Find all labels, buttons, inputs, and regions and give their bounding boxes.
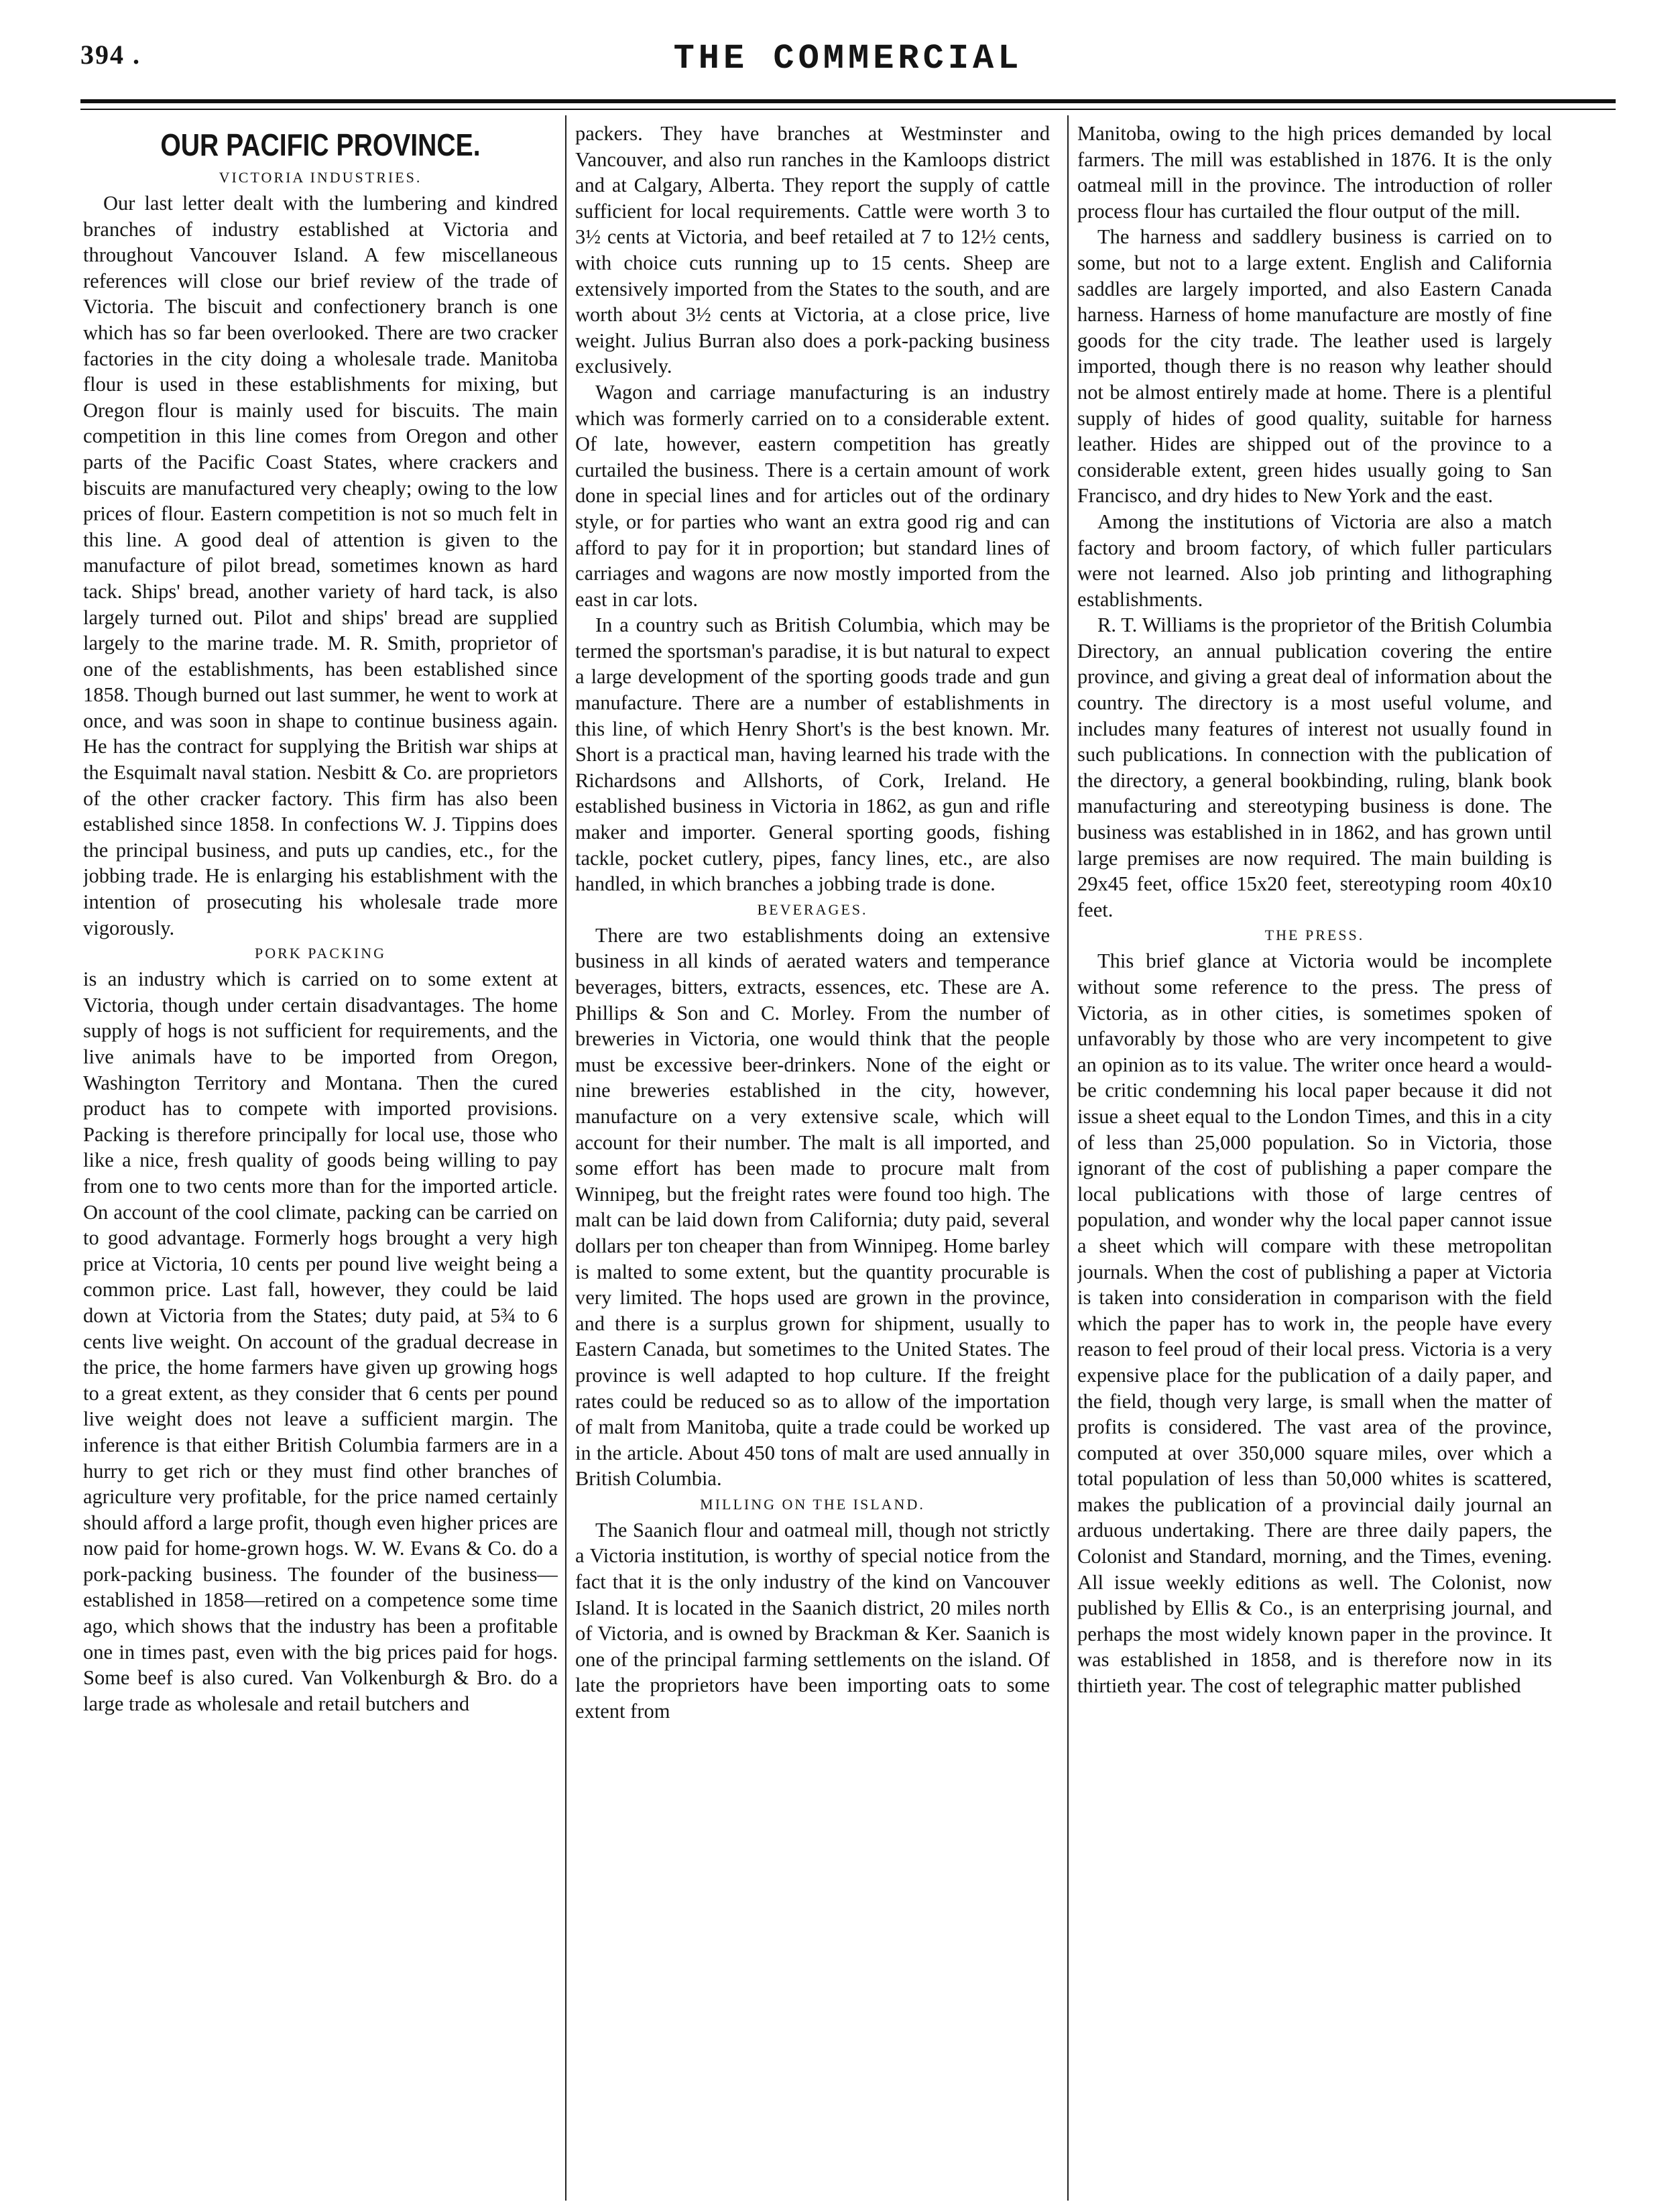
header-rule-thick [80, 99, 1616, 103]
header-rule-thin [80, 109, 1616, 110]
column-2 [575, 121, 1050, 2199]
masthead-title: THE COMMERCIAL [673, 39, 1023, 78]
column-divider [1067, 115, 1069, 2201]
article-paragraph: R. T. Williams is the proprietor of the British Columbia Directory, an annual publication covering the entire province, and giving a great deal of information about the country. The directory is a most useful volume, and includes many features of interest not usually found in such publications. In connection with the publication of the directory, a general bookbinding, ruling, blank book manufacturing and stereotyping business is done. The business was established in in 1862, and has grown until large premises are now required. The main building is 29x45 feet, office 15x20 feet, stereotyping room 40x10 feet. [1077, 614, 1552, 921]
article-paragraph: There are two establishments doing an extensive business in all kinds of aerated waters and temperance beverages, bitters, extracts, essences, etc. These are A. Phillips & Son and C. Morley. From the number of breweries in Victoria, one would think that the people must be excessive beer-drinkers. None of the eight or nine breweries established in the city, however, manufacture on a very extensive scale, which will account for their number. The malt is all imported, and some effort has been made to procure malt from Winnipeg, but the freight rates were found too high. The malt can be laid down from California; duty paid, several dollars per ton cheaper than from Winnipeg. Home barley is malted to some extent, but the quantity procurable is very limited. The hops used are grown in the province, and there is a surplus grown for shipment, usually to Eastern Canada, but sometimes to the United States. The province is well adapted to hop culture. If the freight rates could be reduced so as to allow of the importation of malt from Manitoba, quite a trade could be worked up in the article. About 450 tons of malt are used annually in British Columbia. [575, 923, 1050, 1491]
article-paragraph: Our last letter dealt with the lumbering and kindred branches of industry established at Victoria and throughout Vancouver Island. A few miscellaneous references will close our brief review of the trade of Victoria. The biscuit and confectionery branch is one which has so far been overlooked. There are two cracker factories in the city doing a wholesale trade. Manitoba flour is used in these establishments for mixing, but Oregon flour is mainly used for biscuits. The main competition in this line comes from Oregon and other parts of the Pacific Coast States, where crackers and biscuits are manufactured very cheaply; owing to the low prices of flour. Eastern competition is not so much felt in this line. A good deal of attention is given to the manufacture of pilot bread, sometimes known as hard tack. Ships' bread, another variety of hard tack, is also largely turned out. Pilot and ships' bread are supplied largely to the marine trade. M. R. Smith, proprietor of one of the establishments, has been established since 1858. Though burned out last summer, he went to work at once, and was soon in shape to continue business again. He has the contract for supplying the British war ships at the Esquimalt naval station. Nesbitt & Co. are proprietors of the other cracker factory. This firm has also been established since 1858. In confections W. J. Tippins does the principal business, and puts up candies, etc., for the jobbing trade. He is enlarging his establishment with the intention of prosecuting his wholesale trade more vigorously. [83, 192, 558, 939]
article-paragraph: The harness and saddlery business is carried on to some, but not to a large extent. English and California saddles are largely imported, and also Eastern Canada harness. Harness of home manufacture are mostly of fine goods for the city trade. The leather used is largely imported, though there is no reason why leather should not be almost entirely made at home. There is a plentiful supply of hides of good quality, suitable for harness leather. Hides are shipped out of the province to a considerable extent, green hides usually going to San Francisco, and dry hides to New York and the east. [1077, 225, 1552, 508]
article-paragraph: is an industry which is carried on to some extent at Victoria, though under certain disadvantages. The home supply of hogs is not sufficient for requirements, and the live animals have to be imported from Oregon, Washington Territory and Montana. Then the cured product has to compete with imported provisions. Packing is therefore principally for local use, those who like a nice, fresh quality of goods being willing to pay from one to two cents more than for the imported article. On account of the cool climate, packing can be carried on to good advantage. Formerly hogs brought a very high price at Victoria, 10 cents per pound live weight being a common price. Last fall, however, they could be laid down at Victoria from the States; duty paid, at 5¾ to 6 cents live weight. On account of the gradual decrease in the price, the home farmers have given up growing hogs to a great extent, as they consider that 6 cents per pound live weight does not leave a sufficient margin. The inference is that either British Columbia farmers are in a hurry to get rich or they must find other branches of agriculture very profitable, for the price named certainly should afford a large profit, though even higher prices are now paid for home-grown hogs. W. W. Evans & Co. do a pork-packing business. The founder of the business—established in 1858—retired on a competence some time ago, which shows that the industry has been a profitable one in times past, even with the big prices paid for hogs. Some beef is also cured. Van Volkenburgh & Bro. do a large trade as wholesale and retail butchers and [83, 968, 558, 1715]
article-paragraph: Among the institutions of Victoria are also a match factory and broom factory, of which fuller particulars were not learned. Also job printing and lithographing establishments. [1077, 510, 1552, 611]
section-heading: BEVERAGES. [757, 900, 868, 918]
article-headline: OUR PACIFIC PROVINCE. [160, 127, 481, 162]
column-3 [1077, 121, 1552, 2199]
column-1 [83, 121, 558, 2199]
section-heading: THE PRESS. [1264, 927, 1365, 944]
section-heading: VICTORIA INDUSTRIES. [219, 169, 422, 186]
article-paragraph: Wagon and carriage manufacturing is an industry which was formerly carried on to a considerable extent. Of late, however, eastern competition has greatly curtailed the business. There is a certain amount of work done in special lines and for articles out of the ordinary style, or for parties who want an extra good rig and can afford to pay for it in proportion; but standard lines of carriages and wagons are now mostly imported from the east in car lots. [575, 380, 1050, 611]
article-paragraph: Manitoba, owing to the high prices demanded by local farmers. The mill was established in 1876. It is the only oatmeal mill in the province. The introduction of roller process flour has curtailed the flour output of the mill. [1077, 122, 1552, 223]
page-number: 394 . [80, 40, 141, 70]
article-paragraph: The Saanich flour and oatmeal mill, though not strictly a Victoria institution, is worthy of special notice from the fact that it is the only industry of the kind on Vancouver Island. It is located in the Saanich district, 20 miles north of Victoria, and is owned by Brackman & Ker. Saanich is one of the principal farming settlements on the island. Of late the proprietors have been importing oats to some extent from [575, 1518, 1050, 1723]
section-heading: PORK PACKING [255, 945, 386, 962]
article-paragraph: packers. They have branches at Westminster and Vancouver, and also run ranches in the Kamloops district and at Calgary, Alberta. They report the supply of cattle sufficient for local requirements. Cattle were worth 3 to 3½ cents at Victoria, and beef retailed at 7 to 12½ cents, with choice cuts running up to 15 cents. Sheep are extensively imported from the States to the south, and are worth about 3½ cents at Victoria, at a close price, live weight. Julius Burran also does a pork-packing business exclusively. [575, 122, 1050, 378]
article-paragraph: In a country such as British Columbia, which may be termed the sportsman's paradise, it is but natural to expect a large development of the sporting goods trade and gun manufacture. There are a number of establishments in this line, of which Henry Short's is the best known. Mr. Short is a practical man, having learned his trade with the Richardsons and Allshorts, of Cork, Ireland. He established business in Victoria in 1862, as gun and rifle maker and importer. General sporting goods, fishing tackle, pocket cutlery, pipes, fancy lines, etc., are also handled, in which branches a jobbing trade is done. [575, 614, 1050, 896]
column-divider [565, 115, 566, 2201]
section-heading: MILLING ON THE ISLAND. [700, 1495, 925, 1513]
article-paragraph: This brief glance at Victoria would be incomplete without some reference to the press. The press of Victoria, as in other cities, is sometimes spoken of unfavorably by those who are very incompetent to give an opinion as to its value. The writer once heard a would-be critic condemning his local paper because it did not issue a sheet equal to the London Times, and this in a city of less than 25,000 population. So in Victoria, those ignorant of the cost of publishing a paper compare the local publications with those of large centres of population, and wonder why the local paper cannot issue a sheet which will compare with these metropolitan journals. When the cost of publishing a paper at Victoria is taken into consideration in comparison with the field which the paper has to work in, the people have every reason to feel proud of their local press. Victoria is a very expensive place for the publication of a daily paper, and the field, though very large, is small when the matter of profits is considered. The vast area of the province, computed at over 350,000 square miles, over which a total population of less than 50,000 whites is scattered, makes the publication of a provincial daily journal an arduous undertaking. There are three daily papers, the Colonist and Standard, morning, and the Times, evening. All issue weekly editions as well. The Colonist, now published by Ellis & Co., is an enterprising journal, and perhaps the most widely known paper in the province. It was established in 1858, and is therefore now in its thirtieth year. The cost of telegraphic matter published [1077, 949, 1552, 1698]
page-header [80, 39, 1616, 86]
